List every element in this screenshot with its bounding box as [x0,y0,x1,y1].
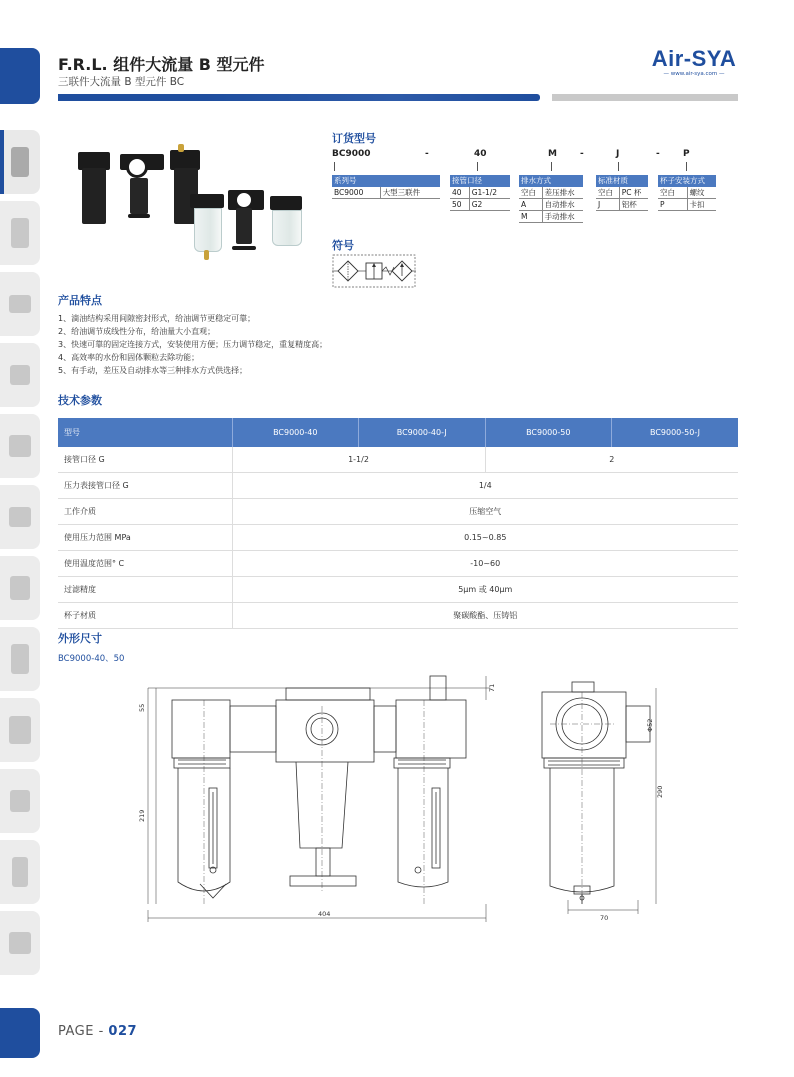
pneumatic-symbol-icon [332,254,416,288]
port-table [450,175,510,211]
material-code: J [596,199,619,211]
pressure-gauge-icon [126,156,148,178]
spec-header: BC9000-50 [485,418,612,447]
port-code: 50 [450,199,469,211]
filter-icon [11,218,29,248]
spec-label: 接管口径 G [58,447,232,473]
spec-row [58,603,738,629]
page-label: PAGE - [58,1024,109,1039]
mount-table [658,175,716,211]
spec-value: 2 [485,447,738,473]
series-head: 系列号 [332,175,440,187]
drain-code: 空白 [519,187,542,199]
spec-header: 型号 [58,418,232,447]
code-drain: M [548,149,557,159]
spec-value: 1-1/2 [232,447,485,473]
code-dash-2: - [580,149,584,159]
drain-code: M [519,211,542,223]
spec-row [58,499,738,525]
spec-label: 压力表接管口径 G [58,473,232,499]
spec-row [58,473,738,499]
mount-code: 空白 [658,187,687,199]
dim-55: 55 [138,703,146,712]
logo-text: Air-SYA [651,46,737,71]
dim-290: 290 [656,785,664,798]
side-tab-valve[interactable] [0,414,40,478]
feature-item: 1、滴油结构采用间隙密封形式，给油调节更稳定可靠； [58,314,256,323]
dim-219: 219 [138,809,146,822]
code-tick [551,162,552,171]
product-photo [68,138,308,264]
dim-404: 404 [318,910,331,918]
features-title: 产品特点 [58,294,102,307]
side-tab-frl[interactable] [0,130,40,194]
spec-row [58,577,738,603]
mount-head: 杯子安装方式 [658,175,716,187]
solenoid-icon [9,507,31,527]
material-desc: PC 杯 [619,187,648,199]
code-tick [334,162,335,171]
side-tab-accessory[interactable] [0,911,40,975]
code-dash-3: - [656,149,660,159]
side-tab-solenoid[interactable] [0,485,40,549]
series-desc: 大型三联件 [380,187,440,199]
header-bar-grey [552,94,738,101]
spec-value: 聚碳酸酯、压铸铝 [232,603,738,629]
header-tab [0,48,40,104]
side-tab-actuator[interactable] [0,627,40,691]
cylinder-icon [10,576,30,600]
side-tab-manifold[interactable] [0,698,40,762]
spec-value: 压缩空气 [232,499,738,525]
front-view-drawing [130,672,510,922]
page-subtitle: 三联件大流量 B 型元件 BC [58,76,185,88]
spec-value: 1/4 [232,473,738,499]
dimensions-model: BC9000-40、50 [58,654,125,664]
connector-icon [10,790,30,812]
drain-head: 排水方式 [519,175,583,187]
drain-table [519,175,583,223]
fitting-icon [10,365,30,385]
page-number [58,1024,137,1039]
pressure-gauge-icon-2 [234,190,254,210]
side-tab-fitting[interactable] [0,343,40,407]
valve-icon [9,435,31,457]
accessory-icon [9,932,31,954]
feature-item: 3、快速可靠的固定连接方式，安装使用方便；压力调节稳定，重复精度高； [58,340,328,349]
dim-71: 71 [488,683,496,692]
side-tab-filter[interactable] [0,201,40,265]
feature-item: 2、给油调节成线性分布，给油量大小直观； [58,327,216,336]
footer-tab [0,1008,40,1058]
drain-code: A [519,199,542,211]
feature-item: 5、有手动，差压及自动排水等三种排水方式供选择； [58,366,248,375]
series-code: BC9000 [332,187,380,199]
page-title: F.R.L. 组件大流量 B 型元件 [58,55,265,74]
code-dash-1: - [425,149,429,159]
material-code: 空白 [596,187,619,199]
logo-url: — www.air-sya.com — [663,71,725,77]
regulator-icon [9,295,31,313]
side-tab-regulator[interactable] [0,272,40,336]
port-code: 40 [450,187,469,199]
features-list [58,312,327,377]
spec-header: BC9000-40 [232,418,359,447]
drain-desc: 手动排水 [542,211,583,223]
code-model: BC9000 [332,149,371,159]
side-tab-silencer[interactable] [0,840,40,904]
feature-item: 4、高效率的水份和固体颗粒去除功能； [58,353,200,362]
port-head: 接管口径 [450,175,510,187]
spec-header: BC9000-50-J [612,418,739,447]
side-view-drawing [520,672,680,922]
spec-row [58,525,738,551]
spec-row [58,551,738,577]
material-table [596,175,648,211]
mount-desc: 卡扣 [687,199,716,211]
spec-table [58,418,738,629]
code-bowl: J [616,149,620,159]
code-tick [618,162,619,171]
material-head: 标准材质 [596,175,648,187]
side-tab-cylinder[interactable] [0,556,40,620]
code-tick [686,162,687,171]
tech-title: 技术参数 [58,394,102,407]
spec-value: 0.15~0.85 [232,525,738,551]
spec-value: -10~60 [232,551,738,577]
dim-70: 70 [600,914,609,922]
spec-label: 过滤精度 [58,577,232,603]
page-num: 027 [108,1024,138,1039]
silencer-icon [12,857,28,887]
spec-label: 工作介质 [58,499,232,525]
mount-desc: 螺纹 [687,187,716,199]
spec-label: 使用温度范围° C [58,551,232,577]
header-bar-blue [58,94,540,101]
manifold-icon [9,716,31,744]
brand-logo [648,46,740,77]
mount-code: P [658,199,687,211]
frl-unit-icon [11,147,29,177]
spec-value: 5μm 或 40μm [232,577,738,603]
symbol-title: 符号 [332,239,354,252]
spec-label: 杯子材质 [58,603,232,629]
series-table [332,175,440,199]
spec-label: 使用压力范围 MPa [58,525,232,551]
dim-d52: Φ52 [646,718,654,732]
side-tab-connector[interactable] [0,769,40,833]
order-title: 订货型号 [332,132,376,145]
spec-header-row [58,418,738,447]
dimensions-title: 外形尺寸 [58,632,102,645]
spec-row [58,447,738,473]
code-tick [477,162,478,171]
material-desc: 铝杯 [619,199,648,211]
code-mount: P [683,149,690,159]
code-size: 40 [474,149,487,159]
port-size: G2 [469,199,510,211]
spec-header: BC9000-40-J [359,418,486,447]
drain-desc: 差压排水 [542,187,583,199]
port-size: G1-1/2 [469,187,510,199]
drain-desc: 自动排水 [542,199,583,211]
actuator-icon [11,644,29,674]
